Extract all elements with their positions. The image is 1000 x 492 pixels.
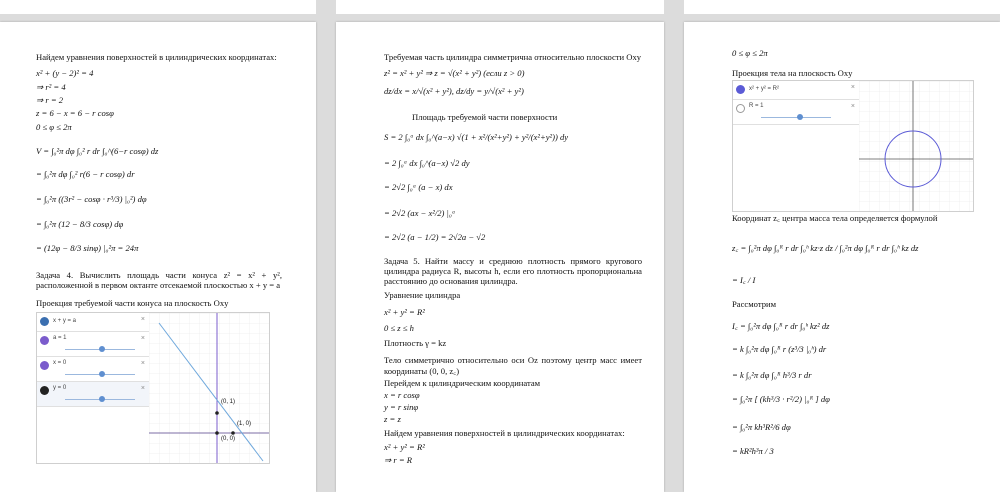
page-middle [336, 22, 664, 492]
visibility-toggle-icon[interactable] [40, 361, 49, 370]
algebra-row[interactable] [733, 81, 859, 100]
heading-cyl: Найдем уравнения поверхностей в цилиндрических координатах: [36, 52, 277, 62]
equation: = ∫₀²π [ (kh³/3 · r²/2) |₀ᴿ ] dφ [732, 394, 830, 404]
equation: z꜀ = ∫₀²π dφ ∫₀ᴿ r dr ∫₀ʰ kz·z dz / ∫₀²π dφ ∫₀ᴿ r dr ∫₀ʰ kz dz [732, 243, 919, 253]
page-right [684, 22, 1000, 492]
slider[interactable] [761, 117, 831, 118]
algebra-expression[interactable]: x² + y² = R² [749, 86, 780, 92]
equation: x² + (y − 2)² = 4 [36, 68, 94, 78]
equation: = 2 ∫₀ᵃ dx ∫₀^(a−x) √2 dy [384, 158, 470, 168]
point-label: (0, 0) [221, 436, 236, 442]
close-icon[interactable]: × [140, 316, 145, 323]
algebra-expression[interactable]: x = 0 [53, 360, 67, 366]
equation: ⇒ r = R [384, 455, 413, 465]
slider-knob[interactable] [99, 396, 105, 402]
equation: z = 6 − x = 6 − r cosφ [36, 108, 114, 118]
text-line: Тело симметрично относительно оси Oz поэтому центр масс имеет координаты (0, 0, z꜀) [384, 355, 642, 376]
text-line: Координат z꜀ центра масса тела определяется формулой [732, 213, 938, 223]
equation: y = r sinφ [384, 402, 419, 412]
text-line: Требуемая часть цилиндра симметрична относительно плоскости Oxy [384, 52, 642, 62]
visibility-toggle-icon[interactable] [40, 336, 49, 345]
text-line: Найдем уравнения поверхностей в цилиндрических координатах: [384, 428, 625, 438]
equation: = k ∫₀²π dφ ∫₀ᴿ r (z³/3 |₀ʰ) dr [732, 344, 827, 354]
page-strip-left [0, 0, 316, 14]
equation: 0 ≤ z ≤ h [384, 323, 414, 333]
equation: 0 ≤ φ ≤ 2π [732, 48, 768, 58]
equation: = 2√2 (a − 1/2) = 2√2a − √2 [384, 232, 486, 242]
equation: z² = x² + y² ⇒ z = √(x² + y²) (если z > 0) [384, 68, 525, 78]
equation: = ∫₀²π (12 − 8/3 cosφ) dφ [36, 219, 124, 229]
text-line: Плотность γ = kz [384, 338, 447, 348]
equation: x² + y² = R² [384, 442, 425, 452]
algebra-expression[interactable]: y = 0 [53, 385, 67, 391]
text-line: Перейдем к цилиндрическим координатам [384, 378, 541, 388]
graph-area[interactable] [149, 313, 269, 463]
text-line: Уравнение цилиндра [384, 290, 461, 300]
equation: = k ∫₀²π dφ ∫₀ᴿ h³/3 r dr [732, 370, 812, 380]
visibility-toggle-icon[interactable] [736, 104, 745, 113]
equation: 0 ≤ φ ≤ 2π [36, 122, 72, 132]
algebra-expression[interactable]: x + y = a [53, 318, 77, 324]
slider[interactable] [65, 374, 135, 375]
algebra-expression[interactable]: R = 1 [749, 103, 764, 109]
equation: = kR²h³π / 3 [732, 446, 774, 456]
geogebra-plot-circle[interactable] [732, 80, 974, 212]
projection-caption: Проекция требуемой части конуса на плоскость Oxy [36, 298, 229, 308]
graph-grid [859, 81, 973, 211]
task-5: Задача 5. Найти массу и среднюю плотность прямого кругового цилиндра радиуса R, высоты h, если его плотность пропорциональна расстоянию до основания цилиндра. [384, 256, 642, 286]
equation: = 2√2 ∫₀ᵃ (a − x) dx [384, 182, 453, 192]
equation: = ∫₀²π kh³R²/6 dφ [732, 422, 791, 432]
algebra-row[interactable] [37, 357, 149, 382]
slider-knob[interactable] [99, 346, 105, 352]
equation: = ∫₀²π dφ ∫₀² r(6 − r cosφ) dr [36, 169, 135, 179]
equation: = (12φ − 8/3 sinφ) |₀²π = 24π [36, 243, 139, 253]
equation: = ∫₀²π ((3r² − cosφ · r³/3) |₀²) dφ [36, 194, 147, 204]
graph-area[interactable] [859, 81, 973, 211]
equation: I꜀ = ∫₀²π dφ ∫₀ᴿ r dr ∫₀ʰ kz² dz [732, 321, 830, 331]
equation: V = ∫₀²π dφ ∫₀² r dr ∫₀^(6−r cosφ) dz [36, 146, 159, 156]
close-icon[interactable]: × [140, 360, 145, 367]
slider[interactable] [65, 399, 135, 400]
algebra-row[interactable] [37, 313, 149, 332]
algebra-row[interactable] [37, 382, 149, 407]
slider[interactable] [65, 349, 135, 350]
geogebra-plot-cone[interactable] [36, 312, 270, 464]
algebra-row[interactable] [37, 332, 149, 357]
algebra-expression[interactable]: a = 1 [53, 335, 67, 341]
equation: x² + y² = R² [384, 307, 425, 317]
equation: dz/dx = x/√(x² + y²), dz/dy = y/√(x² + y²) [384, 86, 524, 96]
close-icon[interactable]: × [140, 335, 145, 342]
page-strip-right [684, 0, 1000, 14]
text-line: Рассмотрим [732, 299, 777, 309]
text-line: Площадь требуемой части поверхности [412, 112, 558, 122]
equation: z = z [384, 414, 401, 424]
graph-grid [149, 313, 269, 463]
equation: = I꜀ / I [732, 275, 756, 285]
equation: ⇒ r² = 4 [36, 82, 66, 92]
page-left [0, 22, 316, 492]
visibility-toggle-icon[interactable] [736, 85, 745, 94]
point-label: (1, 0) [237, 421, 252, 427]
close-icon[interactable]: × [140, 385, 145, 392]
equation: S = 2 ∫₀ᵃ dx ∫₀^(a−x) √(1 + x²/(x²+y²) + y²/(x²+y²)) dy [384, 132, 569, 142]
close-icon[interactable]: × [850, 103, 855, 110]
task-4: Задача 4. Вычислить площадь части конуса z² = x² + y², расположенной в первом октанте отсекаемой плоскостью x + y = a [36, 270, 282, 290]
visibility-toggle-icon[interactable] [40, 317, 49, 326]
slider-knob[interactable] [797, 114, 803, 120]
close-icon[interactable]: × [850, 84, 855, 91]
slider-knob[interactable] [99, 371, 105, 377]
visibility-toggle-icon[interactable] [40, 386, 49, 395]
equation: = 2√2 (ax − x²/2) |₀ᵃ [384, 208, 456, 218]
text-line: Проекция тела на плоскость Oxy [732, 68, 853, 78]
algebra-row[interactable] [733, 100, 859, 125]
point-label: (0, 1) [221, 399, 236, 405]
page-strip-middle [336, 0, 664, 14]
equation: x = r cosφ [384, 390, 420, 400]
equation: ⇒ r = 2 [36, 95, 64, 105]
